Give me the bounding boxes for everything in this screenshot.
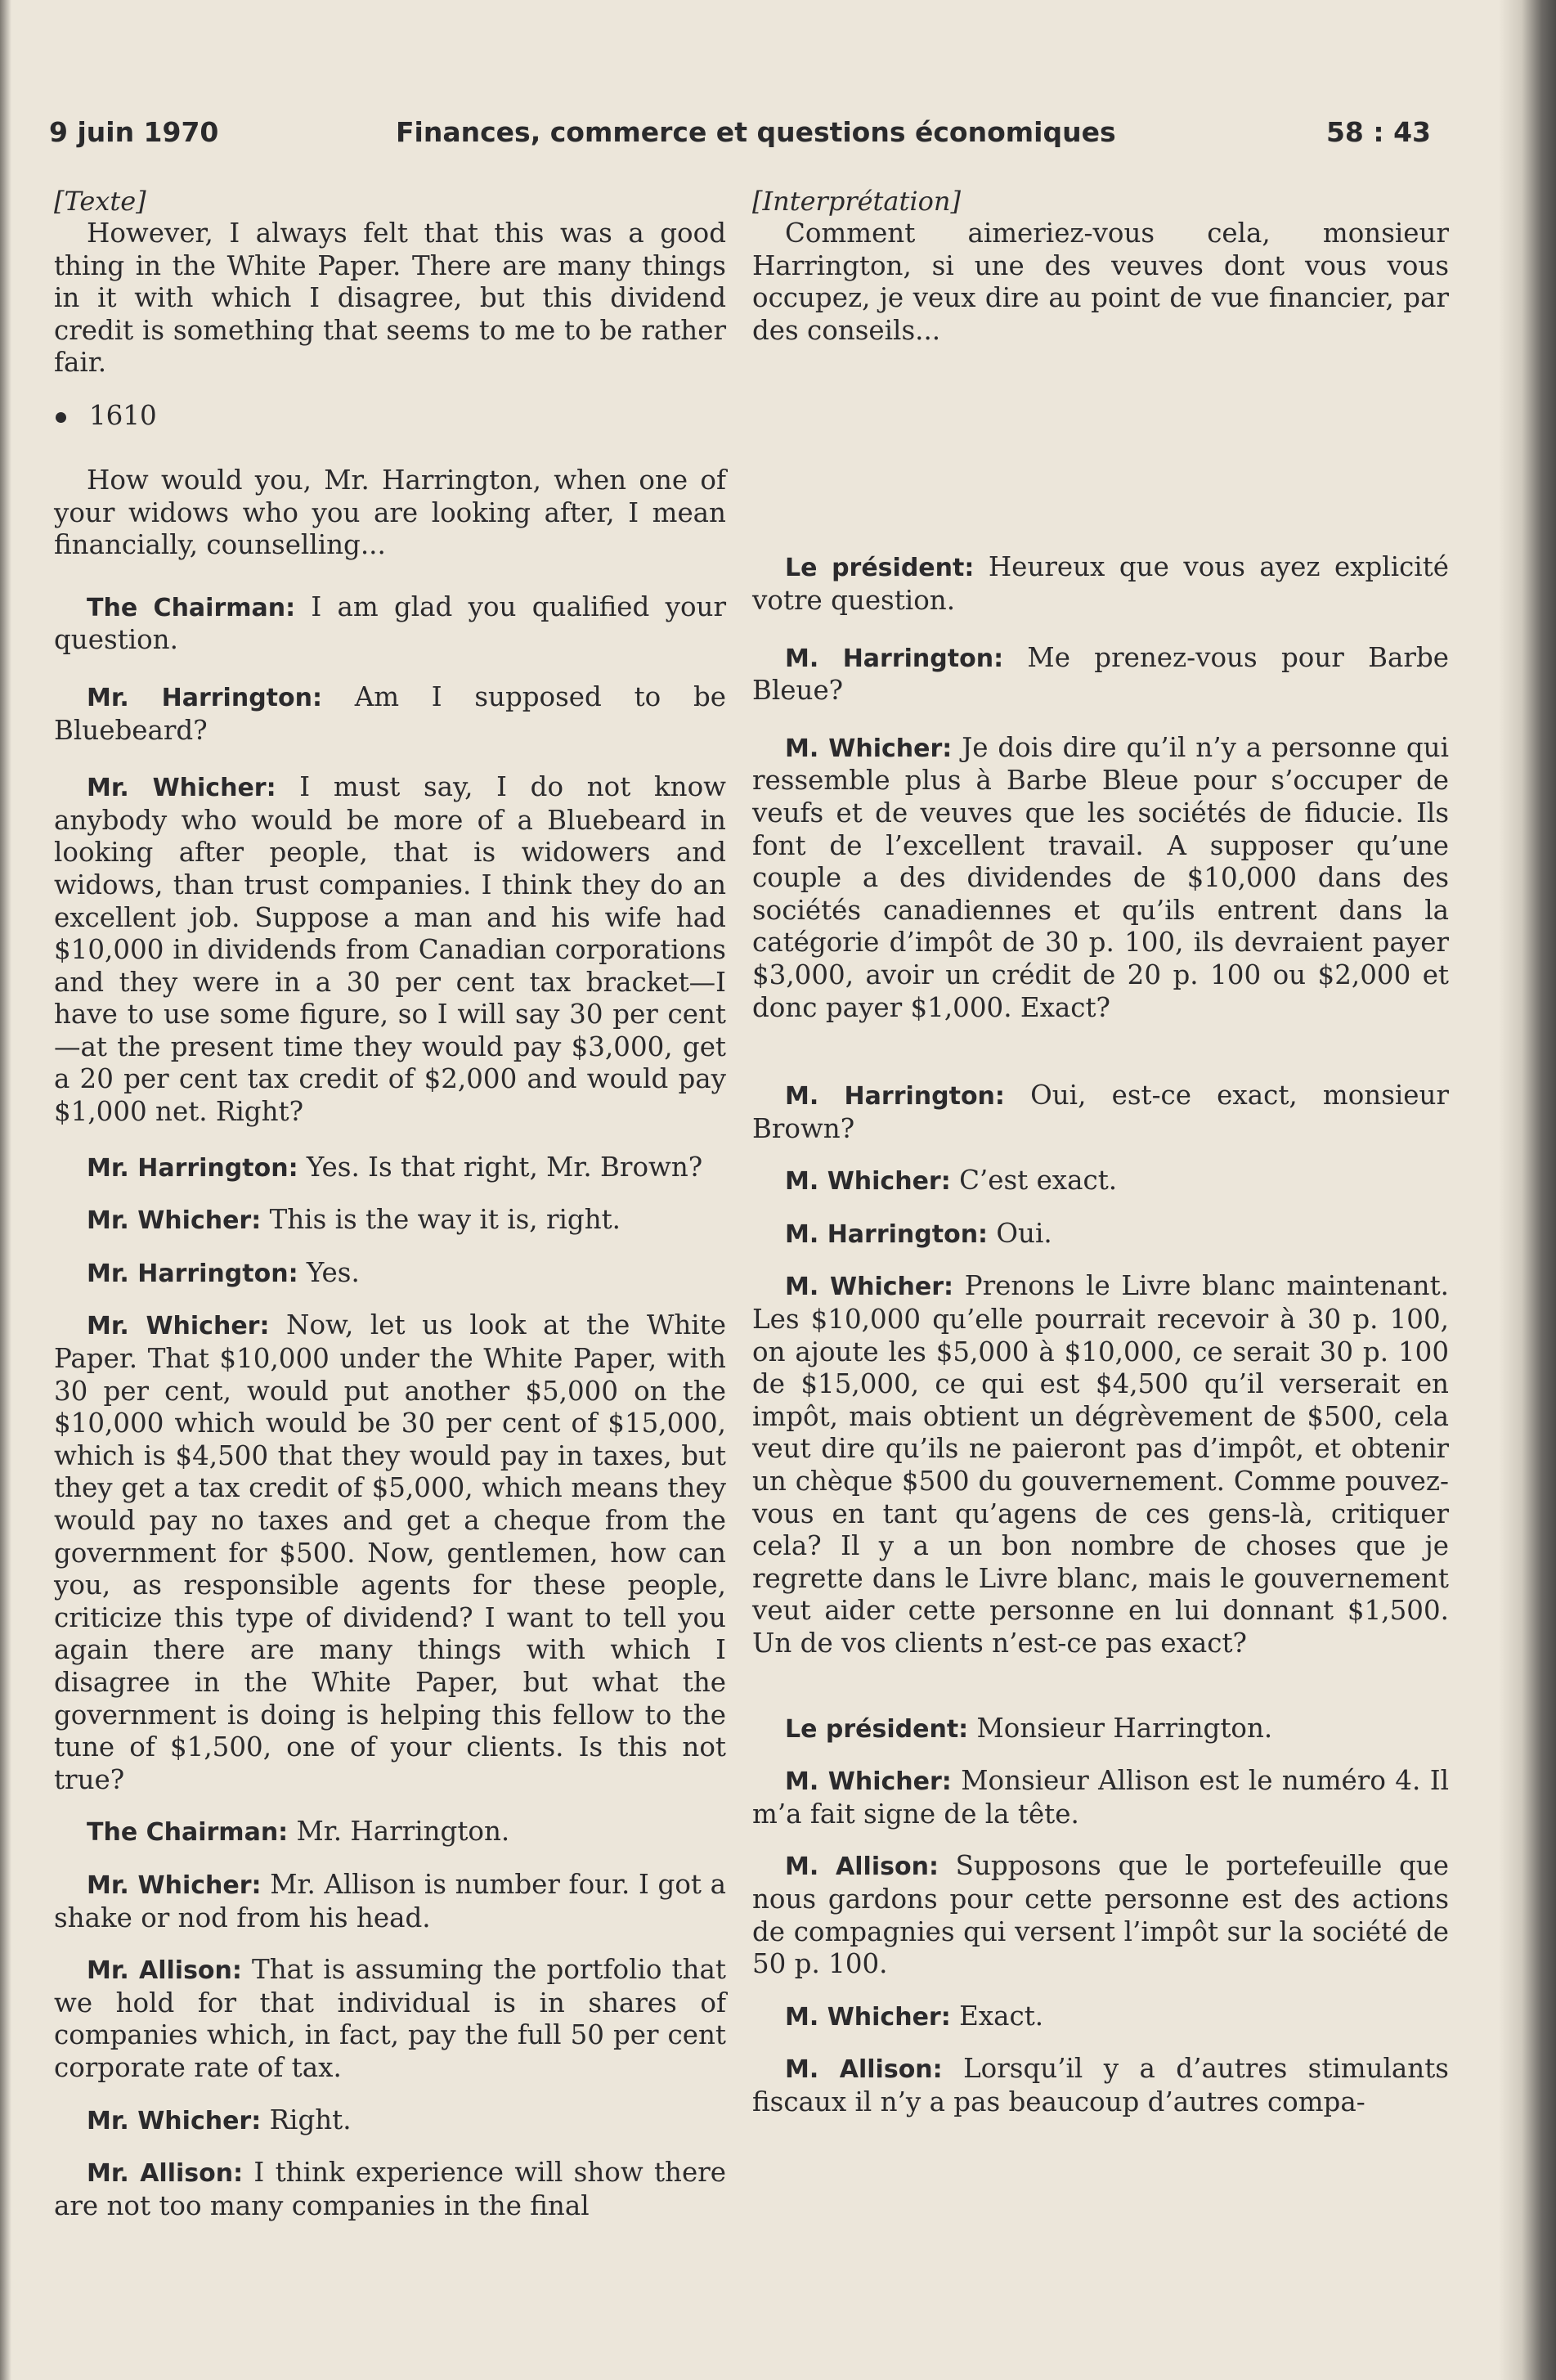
paragraph-text: Comment aimeriez-vous cela, monsieur Harrington, si une des veuves dont vous vous occupez, je veux dire au point de vue financier, par des conseils... [752,218,1449,346]
speaker-name: Mr. Harrington: [87,1259,298,1288]
speech-paragraph [54,1816,726,1849]
speech-text: C’est exact. [959,1165,1118,1197]
speech-text: Me prenez-vous pour Barbe Bleue? [752,641,1449,707]
speech-paragraph [54,1309,726,1796]
speech-text: Exact. [959,2000,1044,2032]
speaker-name: Mr. Allison: [87,2159,244,2189]
speaker-name: M. Harrington: [785,1219,989,1249]
speech-paragraph [752,1218,1449,1251]
speaker-name: Mr. Allison: [87,1956,242,1986]
speech-paragraph [54,2104,726,2138]
speaker-name: Mr. Whicher: [87,1312,270,1341]
speech-paragraph [752,551,1449,617]
speaker-name: M. Allison: [785,1852,939,1882]
speech-paragraph [54,1204,726,1237]
speech-text: Je dois dire qu’il n’y a personne qui ressemble plus à Barbe Bleue pour s’occuper de veufs et de veuves que les sociétés de fiducie. Ils font de l’excellent travail. A supposer qu’une couple a des dividendes de $10,000 dans des sociétés canadiennes et qu’ils entrent dans la catégorie d’impôt de 30 p. 100, ils devraient payer $3,000, avoir un crédit de 20 p. 100 ou $2,000 et donc payer $1,000. Exact? [752,731,1450,1023]
column-tag: [Texte] [54,186,146,217]
french-column [752,185,1449,2139]
speech-paragraph [752,1080,1449,1145]
speech-text: Monsieur Allison est le numéro 4. Il m’a fait signe de la tête. [752,1765,1449,1830]
time-marker-text: 1610 [89,399,157,431]
speaker-name: M. Harrington: [785,1082,1005,1111]
speaker-name: Le président: [785,1714,969,1744]
speaker-name: M. Harrington: [785,644,1004,673]
speaker-name: Mr. Whicher: [87,1870,262,1900]
speaker-name: The Chairman: [87,593,296,622]
speech-paragraph [54,1869,726,1934]
page-number: 58 : 43 [1325,116,1431,148]
speech-text: Mr. Harrington. [296,1816,510,1848]
speaker-name: Mr. Harrington: [87,683,322,712]
speech-paragraph [54,681,726,747]
speech-text: Yes. [306,1256,360,1288]
speech-paragraph [752,1765,1449,1830]
speech-text: That is assuming the portfolio that we hold for that individual is in shares of companies which, in fact, pay the full 50 per cent corporate rate of tax. [54,1954,726,2083]
header-date: 9 juin 1970 [49,116,219,148]
speaker-name: M. Whicher: [785,734,953,763]
speaker-name: M. Whicher: [785,2002,951,2032]
speaker-name: Le président: [785,554,975,583]
paragraph [54,218,726,379]
speech-paragraph [54,2157,726,2222]
speech-paragraph [54,591,726,657]
speech-paragraph [752,642,1449,707]
running-header [49,116,1431,157]
speech-text: Heureux que vous ayez explicité votre question. [752,551,1449,616]
speech-text: I think experience will show there are not too many companies in the final [54,2157,726,2221]
paragraph [752,218,1449,347]
bullet-icon [56,412,66,423]
paragraph [54,465,726,562]
speech-text: Monsieur Harrington. [976,1712,1273,1744]
paragraph-text: How would you, Mr. Harrington, when one of your widows who you are looking after, I mean financially, counselling... [54,464,726,561]
speech-text: Oui. [996,1217,1052,1249]
column-tag: [Interprétation] [752,186,961,217]
speech-paragraph [752,1270,1449,1659]
speaker-name: Mr. Whicher: [87,2106,262,2135]
speech-text: Prenons le Livre blanc maintenant. Les $10,000 qu’elle pourrait recevoir à 30 p. 100, on ajoute les $5,000 à $10,000, ce serait 30 p. 100 de $15,000, ce qui est $4,500 qu’il verserait en impôt, mais obtient un dégrèvement de $500, cela veut dire qu’ils ne paieront pas d’impôt, et obtenir un chèque $500 du gouvernement. Comme pouvez-vous en tant qu’agens de ces gens-là, critiquer cela? Il y a un bon nombre de choses que je regrette dans le Livre blanc, mais le gouvernement veut aider cette personne en lui donnant $1,500. Un de vos clients n’est-ce pas exact? [752,1270,1449,1659]
english-column [54,185,726,2242]
speech-text: Am I supposed to be Bluebeard? [54,680,726,746]
speaker-name: Mr. Harrington: [87,1153,298,1183]
speech-text: Now, let us look at the White Paper. That $10,000 under the White Paper, with 30 per cent, would put another $5,000 on the $10,000 which would be 30 per cent of $15,000, which is $4,500 that they would pay in taxes, but they get a tax credit of $5,000, which means they would pay no taxes and get a cheque from the government for $500. Now, gentlemen, how can you, as responsible agents for these people, criticize this type of dividend? I want to tell you again there are many things with which I disagree in the White Paper, but what the government is doing is helping this fellow to the tune of $1,500, one of your clients. Is this not true? [54,1309,726,1795]
speech-text: Mr. Allison is number four. I got a shake or nod from his head. [54,1868,726,1933]
page-edge-left [0,0,11,2380]
speech-text: Yes. Is that right, Mr. Brown? [306,1151,703,1183]
speech-text: Supposons que le portefeuille que nous gardons pour cette personne est des actions de compagnies qui versent l’impôt sur la société de 50 p. 100. [752,1850,1449,1980]
speaker-name: M. Whicher: [785,1767,952,1797]
speech-paragraph [54,1152,726,1185]
speaker-name: M. Whicher: [785,1167,951,1197]
speaker-name: M. Allison: [785,2055,943,2085]
header-title: Finances, commerce et questions économiques [396,116,1116,148]
speech-text: This is the way it is, right. [269,1204,621,1236]
speech-paragraph [752,732,1449,1024]
speech-text: I am glad you qualified your question. [54,591,727,656]
page-edge-right [1499,0,1556,2380]
speech-paragraph [752,1165,1449,1198]
speech-paragraph [54,1954,726,2084]
speech-paragraph [752,1713,1449,1746]
speech-paragraph [752,2001,1449,2034]
speech-paragraph [54,771,726,1129]
speaker-name: Mr. Whicher: [87,774,276,803]
speech-text: Oui, est-ce exact, monsieur Brown? [752,1080,1449,1144]
speech-paragraph [752,2053,1449,2118]
speaker-name: Mr. Whicher: [87,1206,262,1236]
speaker-name: M. Whicher: [785,1273,954,1302]
speech-text: I must say, I do not know anybody who would be more of a Bluebeard in looking after people, that is widowers and widows, than trust companies. I think they do an excellent job. Suppose a man and his wife had $10,000 in dividends from Canadian corporations and they were in a 30 per cent tax bracket—I have to use some figure, so I will say 30 per cent—at the present time they would pay $3,000, get a 20 per cent tax credit of $2,000 and would pay $1,000 net. Right? [54,771,726,1128]
speech-text: Right. [269,2104,352,2135]
speaker-name: The Chairman: [87,1818,289,1848]
paragraph-text: However, I always felt that this was a good thing in the White Paper. There are many things in it with which I disagree, but this dividend credit is something that seems to me to be rather fair. [54,218,726,379]
speech-text: Lorsqu’il y a d’autres stimulants fiscaux il n’y a pas beaucoup d’autres compa- [752,2053,1449,2117]
time-marker [54,399,726,432]
speech-paragraph [54,1257,726,1291]
speech-paragraph [752,1850,1449,1980]
